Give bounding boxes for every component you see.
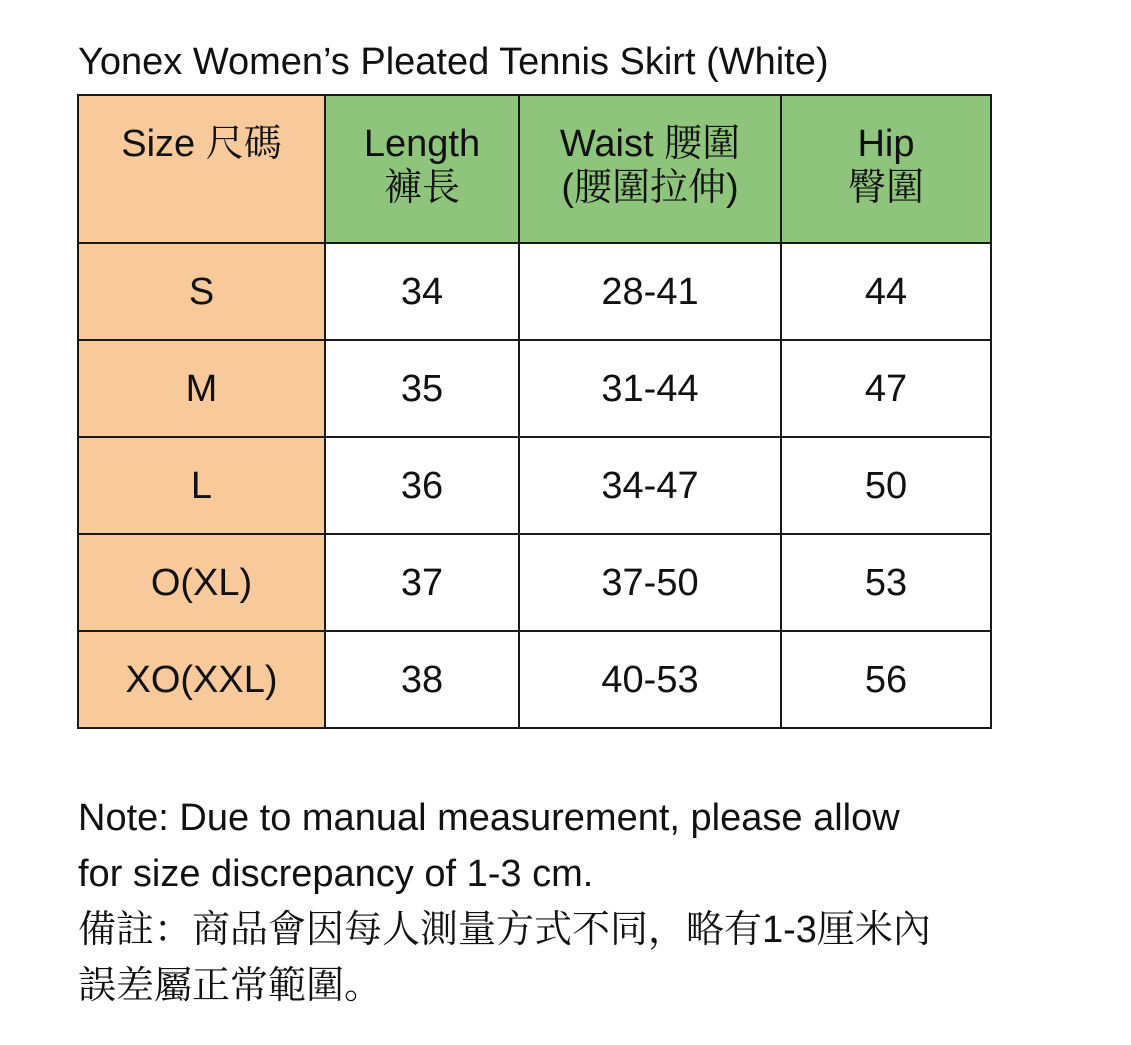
header-hip-en: Hip	[857, 123, 915, 165]
cell-waist: 28-41	[519, 243, 781, 340]
cell-waist: 40-53	[519, 631, 781, 728]
header-hip-zh: 臀圍	[847, 167, 924, 209]
cell-length: 34	[325, 243, 519, 340]
cell-waist: 37-50	[519, 534, 781, 631]
table-row	[78, 340, 991, 437]
header-size-label: Size 尺碼	[121, 123, 282, 165]
cell-waist: 31-44	[519, 340, 781, 437]
cell-length: 35	[325, 340, 519, 437]
header-size	[78, 95, 325, 243]
cell-length: 36	[325, 437, 519, 534]
note-en-line2: for size discrepancy of 1-3 cm.	[78, 853, 594, 895]
cell-size: L	[78, 437, 325, 534]
table-row	[78, 437, 991, 534]
note-zh-line1: 備註：商品會因每人測量方式不同，略有1-3厘米內	[78, 909, 931, 951]
measurement-note	[78, 790, 1098, 1014]
cell-hip: 56	[781, 631, 991, 728]
cell-size: S	[78, 243, 325, 340]
header-hip	[781, 95, 991, 243]
cell-length: 37	[325, 534, 519, 631]
table-row	[78, 243, 991, 340]
note-en-line1: Note: Due to manual measurement, please allow	[78, 797, 900, 839]
table-row	[78, 631, 991, 728]
cell-length: 38	[325, 631, 519, 728]
cell-hip: 53	[781, 534, 991, 631]
cell-size: XO(XXL)	[78, 631, 325, 728]
cell-size: O(XL)	[78, 534, 325, 631]
header-length-en: Length	[363, 123, 481, 165]
cell-waist: 34-47	[519, 437, 781, 534]
page-title: Yonex Women’s Pleated Tennis Skirt (White)	[78, 41, 829, 83]
cell-size: M	[78, 340, 325, 437]
table-header-row	[78, 95, 991, 243]
header-length	[325, 95, 519, 243]
cell-hip: 47	[781, 340, 991, 437]
cell-hip: 44	[781, 243, 991, 340]
table-row	[78, 534, 991, 631]
note-zh-line2: 誤差屬正常範圍。	[78, 965, 383, 1007]
header-length-zh: 褲長	[383, 167, 460, 209]
header-waist-zh: (腰圍拉伸)	[561, 167, 739, 209]
cell-hip: 50	[781, 437, 991, 534]
header-waist	[519, 95, 781, 243]
header-waist-en: Waist 腰圍	[559, 123, 741, 165]
size-chart-table	[77, 94, 992, 729]
